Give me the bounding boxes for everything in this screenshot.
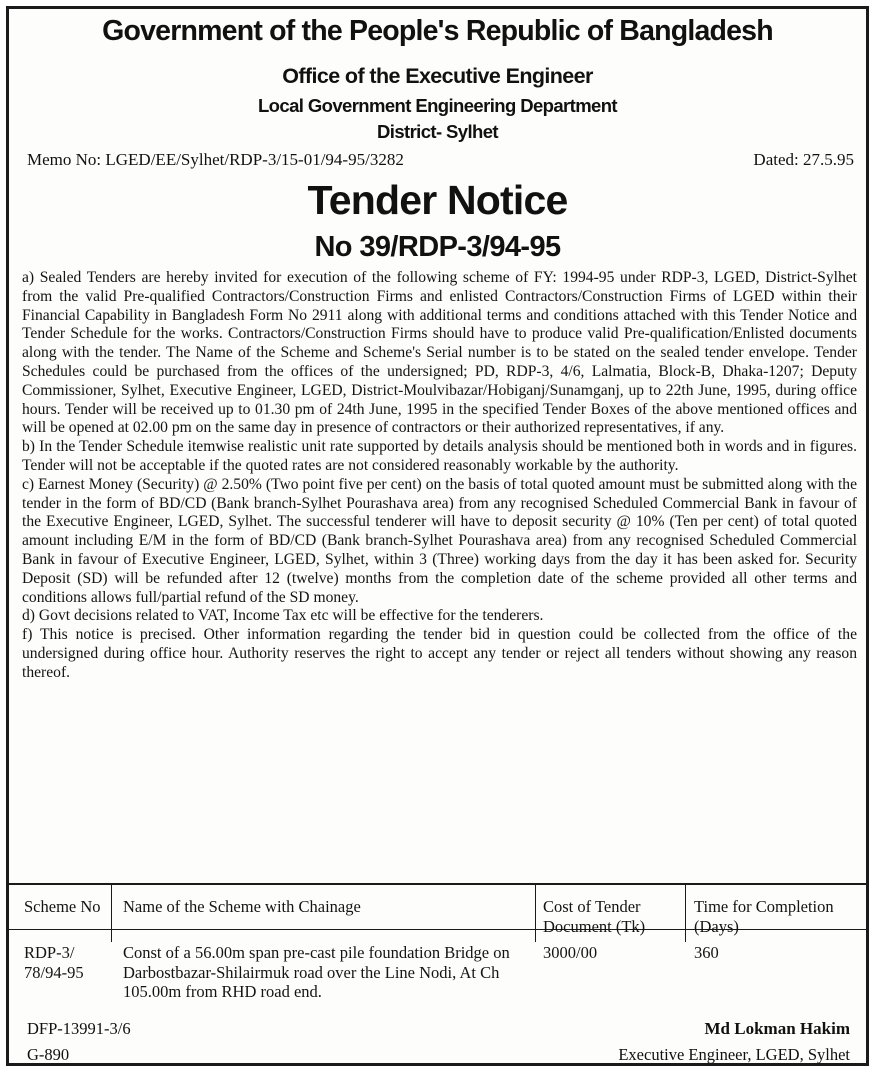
signer-title: Executive Engineer, LGED, Sylhet bbox=[618, 1045, 850, 1064]
table-divider bbox=[535, 885, 536, 942]
header-time: Time for Completion (Days) bbox=[694, 897, 834, 936]
row-time: 360 bbox=[694, 943, 719, 962]
district-heading: District- Sylhet bbox=[377, 121, 498, 142]
government-heading: Government of the People's Republic of Bangladesh bbox=[102, 15, 773, 47]
clause-c: c) Earnest Money (Security) @ 2.50% (Two point five per cent) on the basis of total quoted amount must be submitted along with the tender in the form of BD/CD (Bank branch-Sylhet Pourashava area) from any recognised Scheduled Commercial Bank in favour of the Executive Engineer, LGED, Sylhet. The successful tenderer will have to deposit security @ 10% (Ten per cent) of total quoted amount including E/M in the form of BD/CD (Bank branch-Sylhet Pourashava area) from any recognised Scheduled Commercial Bank in favour of Executive Engineer, LGED, Sylhet, within 3 (Three) working days from the day it has been asked for. Security Deposit (SD) will be refunded after 12 (twelve) months from the completion date of the scheme provided all other terms and conditions allows full/partial refund of the SD money. bbox=[22, 475, 857, 606]
scheme-table bbox=[6, 883, 869, 1029]
tender-notice bbox=[6, 6, 869, 1066]
reference-g: G-890 bbox=[27, 1045, 70, 1064]
table-divider bbox=[111, 885, 112, 942]
clause-a: a) Sealed Tenders are hereby invited for execution of the following scheme of FY: 1994-95 under RDP-3, LGED, District-Sylhet from the valid Pre-qualified Contractors/Construction Firms and enlisted Contractors/Construction Firms of LGED within their Financial Capability in Bangladesh Form No 2911 along with additional terms and conditions attached with this Tender Notice and Tender Schedule for the works. Contractors/Construction Firms should have to produce valid Pre-qualification/Enlisted documents along with the tender. The Name of the Scheme and Scheme's Serial number is to be stated on the sealed tender envelope. Tender Schedules could be purchased from the offices of the undersigned; PD, RDP-3, 4/6, Lalmatia, Block-B, Dhaka-1207; Deputy Commissioner, Sylhet, Executive Engineer, LGED, District-Moulvibazar/Hobiganj/Sunamganj, up to 22th June, 1995, during office hours. Tender will be received up to 01.30 pm of 24th June, 1995 in the specified Tender Boxes of the above mentioned offices and will be opened at 02.00 pm on the same day in presence of contractors or their authorized representatives, if any. bbox=[22, 269, 857, 437]
office-heading: Office of the Executive Engineer bbox=[282, 64, 593, 88]
row-scheme-name: Const of a 56.00m span pre-cast pile foundation Bridge on Darbostbazar-Shilairmuk road over the Line Nodi, At Ch 105.00m from RHD road end. bbox=[123, 943, 510, 1001]
notice-body bbox=[22, 269, 857, 683]
reference-dfp: DFP-13991-3/6 bbox=[27, 1019, 131, 1038]
notice-date: Dated: 27.5.95 bbox=[753, 150, 854, 169]
signer-name: Md Lokman Hakim bbox=[704, 1019, 850, 1038]
header-cost: Cost of Tender Document (Tk) bbox=[543, 897, 646, 936]
table-divider bbox=[685, 885, 686, 942]
header-scheme-no: Scheme No bbox=[24, 897, 101, 916]
department-heading: Local Government Engineering Department bbox=[257, 95, 617, 116]
notice-title: Tender Notice bbox=[307, 177, 568, 223]
row-scheme-no: RDP-3/ 78/94-95 bbox=[24, 943, 84, 982]
notice-number: No 39/RDP-3/94-95 bbox=[314, 231, 561, 263]
clause-f: f) This notice is precised. Other information regarding the tender bid in question could be collected from the office of the undersigned during office hour. Authority reserves the right to accept any tender or reject all tenders without showing any reason thereof. bbox=[22, 626, 857, 681]
clause-d: d) Govt decisions related to VAT, Income Tax etc will be effective for the tenderers. bbox=[22, 607, 544, 625]
memo-number: Memo No: LGED/EE/Sylhet/RDP-3/15-01/94-95/3282 bbox=[27, 150, 404, 169]
header-scheme-name: Name of the Scheme with Chainage bbox=[123, 897, 361, 916]
clause-b: b) In the Tender Schedule itemwise realistic unit rate supported by details analysis should be mentioned both in words and in figures. Tender will not be acceptable if the quoted rates are not considered reasonably workable by the authority. bbox=[22, 438, 857, 474]
row-cost: 3000/00 bbox=[543, 943, 598, 962]
